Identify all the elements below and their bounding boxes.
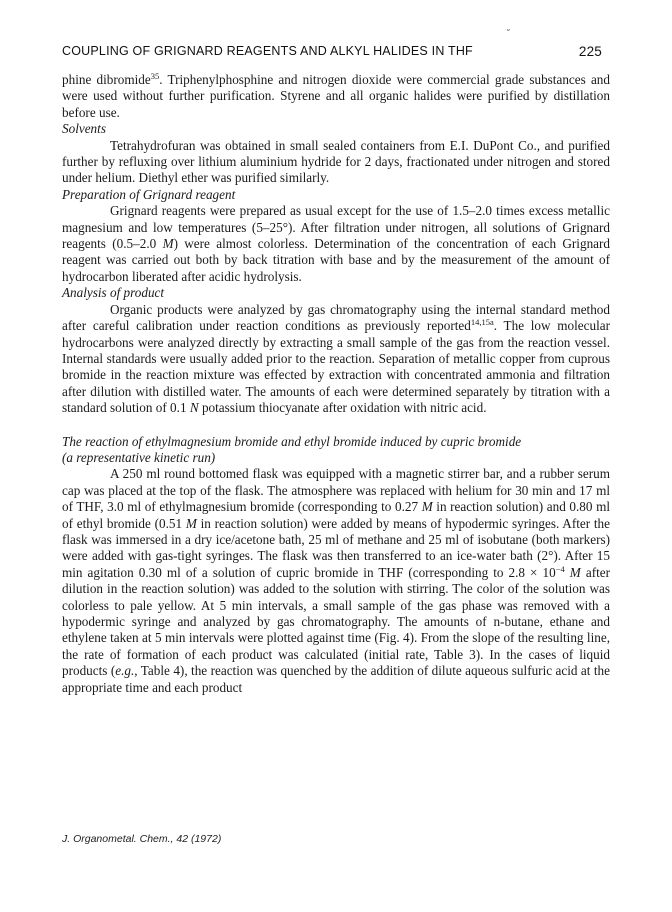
reference-superscript: 35	[150, 71, 160, 81]
journal-citation-footer: J. Organometal. Chem., 42 (1972)	[62, 833, 222, 845]
preparation-paragraph	[62, 203, 610, 285]
unit-italic: M	[162, 236, 174, 252]
continued-paragraph	[62, 72, 610, 121]
text-run: potassium thiocyanate after oxidation with nitric acid.	[198, 400, 487, 416]
abbreviation-italic: e.g.	[115, 663, 135, 679]
text-run: in reaction solution) and 0.80 ml of ethyl bromide (0.51	[62, 499, 611, 531]
section-heading-solvents: Solvents	[62, 121, 106, 137]
text-run: in reaction solution) were added by means of hypodermic syringes. After the flask was immersed in a dry ice/acetone bath, 25 ml of methane and 25 ml of isobutane (both markers) were added with gas-tight syringes. The flask was then transferred to an ice-water bath (2°). After 15 min agitation 0.30 ml of a solution of cupric bromide in THF (corresponding to 2.8 × 10	[62, 515, 610, 580]
reference-superscript: 14,15a	[470, 317, 494, 328]
page-number: 225	[578, 44, 602, 59]
reaction-paragraph	[62, 466, 610, 696]
text-run: A 250 ml round bottomed flask was equipped with a magnetic stirrer bar, and a rubber serum cap was placed at the top of the flask. The atmosphere was replaced with helium for 30 min and 17 ml of THF, 3.0 ml of ethylmagnesium bromide (corresponding to 0.27	[62, 466, 610, 515]
exponent-superscript: −4	[555, 563, 565, 574]
unit-italic: M	[564, 564, 581, 580]
text-run: , Table 4), the reaction was quenched by the addition of dilute aqueous sulfuric acid at the appropriate time and each product	[62, 663, 610, 695]
heading-line: (a representative kinetic run)	[62, 449, 216, 465]
text-run: . The low molecular hydrocarbons were analyzed directly by extracting a small sample of the gas from the reaction vessel. Internal standards were usually added prior to the reaction. Separation of metallic copper from cuprous bromide in the reaction mixture was effected by extraction with concentrated ammonia and filtration after dilution with distilled water. The amounts of each were determined separately by titration with a standard solution of 0.1	[62, 318, 610, 416]
unit-italic: M	[421, 499, 433, 515]
scan-mark: ˘	[507, 28, 510, 38]
text-run: ) were almost colorless. Determination of the concentration of each Grignard reagent was carried out both by back titration with base and by the measurement of the amount of hydrocarbon liberated after acidic hydrolysis.	[62, 236, 610, 284]
section-heading-preparation: Preparation of Grignard reagent	[62, 186, 236, 202]
article-body	[62, 72, 610, 696]
analysis-paragraph	[62, 302, 610, 417]
unit-italic: M	[185, 515, 197, 531]
text-run: . Triphenylphosphine and nitrogen dioxide were commercial grade substances and were used without further purification. Styrene and all organic halides were purified by distillation before use.	[62, 72, 610, 120]
text-run: after dilution in the reaction solution) was added to the solution with stirring. The color of the solution was colorless to pale yellow. At 5 min intervals, a small sample of the gas phase was removed with a hypodermic syringe and analyzed by gas chromatography. The amounts of n-butane, ethane and ethylene taken at 5 min intervals were plotted against time (Fig. 4). From the slope of the resulting line, the rate of formation of each product was calculated (initial rate, Table 3). In the cases of liquid products (	[62, 564, 610, 679]
heading-line: The reaction of ethylmagnesium bromide and ethyl bromide induced by cupric bromide	[62, 433, 522, 449]
text-run: Organic products were analyzed by gas chromatography using the internal standard method after careful calibration under reaction conditions as previously reported	[62, 301, 610, 334]
solvents-paragraph: Tetrahydrofuran was obtained in small sealed containers from E.I. DuPont Co., and purified further by refluxing over lithium aluminium hydride for 2 days, fractionated under nitrogen and stored under helium. Diethyl ether was purified similarly.	[62, 137, 610, 186]
unit-italic: N	[189, 400, 199, 416]
text-run: Grignard reagents were prepared as usual except for the use of 1.5–2.0 times excess metallic magnesium and low temperatures (5–25°). After filtration under nitrogen, all solutions of Grignard reagents (0.5–2.0	[62, 203, 610, 252]
section-heading-reaction	[62, 434, 610, 467]
running-title: COUPLING OF GRIGNARD REAGENTS AND ALKYL HALIDES IN THF	[62, 44, 473, 58]
text-run: phine dibromide	[62, 72, 151, 87]
section-heading-analysis: Analysis of product	[62, 285, 165, 301]
